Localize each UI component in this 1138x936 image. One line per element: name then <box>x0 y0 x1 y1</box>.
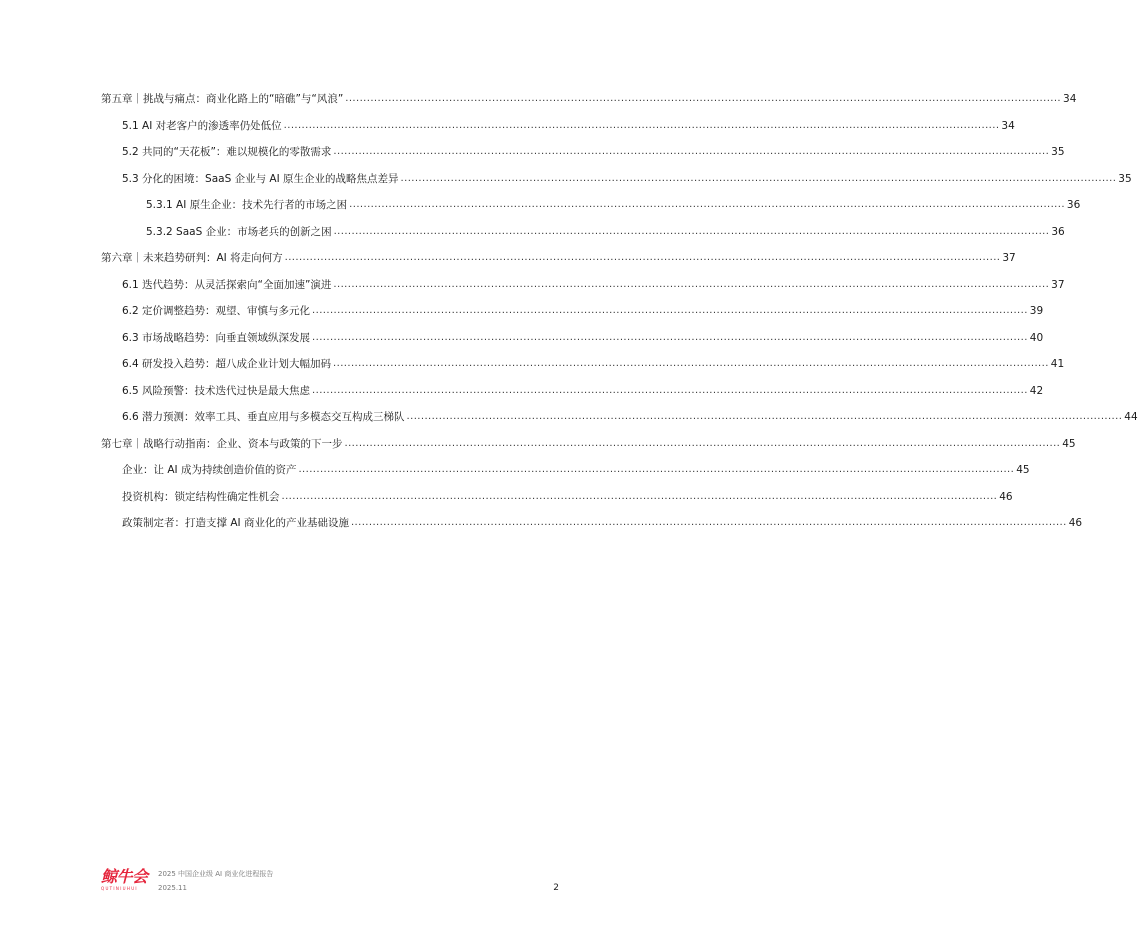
toc-entry-page: 41 <box>1050 358 1065 370</box>
toc-dot-leader: ........................................................................................................................................................................................................ <box>333 225 1050 237</box>
toc-entry-page: 40 <box>1029 331 1044 344</box>
toc-entry[interactable] <box>101 431 1076 458</box>
toc-entry-title: 政策制定者：打造支撑 AI 商业化的产业基础设施 <box>122 517 349 529</box>
toc-entry[interactable] <box>101 325 1044 352</box>
toc-dot-leader: ........................................................................................................................................................................................................ <box>283 119 1000 131</box>
toc-entry-page: 46 <box>999 490 1013 503</box>
toc-entry-title: 6.2 定价调整趋势：观望、审慎与多元化 <box>122 305 311 317</box>
toc-dot-leader: ........................................................................................................................................................................................................ <box>400 172 1117 184</box>
report-title: 2025 中国企业级 AI 商业化进程报告 <box>158 870 274 878</box>
toc-entry-page: 45 <box>1062 437 1076 450</box>
toc-entry-title: 5.3.1 AI 原生企业：技术先行者的市场之困 <box>146 199 348 211</box>
toc-dot-leader: ........................................................................................................................................................................................................ <box>333 278 1050 290</box>
toc-entry-page: 34 <box>1063 93 1077 105</box>
toc-entry-title: 6.5 风险预警：技术迭代过快是最大焦虑 <box>122 384 311 397</box>
page-number: 2 <box>553 883 559 893</box>
toc-entry[interactable] <box>101 484 1013 511</box>
toc-dot-leader: ........................................................................................................................................................................................................ <box>312 331 1028 343</box>
toc-entry[interactable] <box>101 113 1015 140</box>
toc-entry[interactable] <box>101 351 1065 378</box>
toc-entry-page: 36 <box>1051 225 1065 238</box>
toc-entry[interactable] <box>101 245 1016 272</box>
toc-entry[interactable] <box>101 86 1077 113</box>
toc-entry-title: 6.4 研发投入趋势：超八成企业计划大幅加码 <box>122 358 332 370</box>
toc-dot-leader: ........................................................................................................................................................................................................ <box>349 199 1065 211</box>
toc-entry-page: 37 <box>1051 278 1065 291</box>
toc-entry-page: 45 <box>1016 464 1030 476</box>
toc-entry[interactable] <box>101 166 1132 193</box>
toc-entry[interactable] <box>101 219 1065 246</box>
toc-entry-title: 6.3 市场战略趋势：向垂直领域纵深发展 <box>122 331 311 344</box>
toc-entry-page: 35 <box>1118 172 1132 185</box>
toc-entry-page: 42 <box>1029 384 1044 397</box>
toc-entry[interactable] <box>101 378 1044 405</box>
report-date: 2025.11 <box>158 884 187 892</box>
toc-entry[interactable] <box>101 457 1030 484</box>
toc-entry-title: 5.1 AI 对老客户的渗透率仍处低位 <box>122 119 282 132</box>
toc-dot-leader: ........................................................................................................................................................................................................ <box>345 93 1062 105</box>
page-footer <box>101 868 561 898</box>
toc-entry[interactable] <box>101 192 1081 219</box>
toc-entry[interactable] <box>101 404 1138 431</box>
toc-entry-title: 第五章｜挑战与痛点：商业化路上的“暗礁”与“风浪” <box>101 93 344 105</box>
toc-entry[interactable] <box>101 510 1083 537</box>
toc-entry-title: 投资机构：锁定结构性确定性机会 <box>122 490 280 503</box>
toc-entry-title: 6.1 迭代趋势：从灵活探索向“全面加速”演进 <box>122 278 332 291</box>
logo-mark: 鲸牛会 <box>101 867 148 886</box>
toc-entry-page: 34 <box>1001 119 1015 132</box>
toc-entry-page: 44 <box>1124 411 1138 423</box>
toc-entry-page: 35 <box>1051 146 1065 158</box>
toc-entry[interactable] <box>101 139 1065 166</box>
toc-entry-page: 39 <box>1029 305 1044 317</box>
toc-entry-title: 第七章｜战略行动指南：企业、资本与政策的下一步 <box>101 437 343 450</box>
toc-dot-leader: ........................................................................................................................................................................................................ <box>344 437 1061 449</box>
toc-dot-leader: ........................................................................................................................................................................................................ <box>312 384 1028 396</box>
toc-entry-page: 37 <box>1002 252 1016 264</box>
toc-dot-leader: ........................................................................................................................................................................................................ <box>312 305 1028 317</box>
table-of-contents <box>101 86 1138 537</box>
toc-dot-leader: ........................................................................................................................................................................................................ <box>350 517 1067 529</box>
toc-entry[interactable] <box>101 272 1065 299</box>
toc-entry-page: 46 <box>1068 517 1083 529</box>
toc-entry-title: 第六章｜未来趋势研判：AI 将走向何方 <box>101 252 283 264</box>
toc-dot-leader: ........................................................................................................................................................................................................ <box>298 464 1015 476</box>
toc-dot-leader: ........................................................................................................................................................................................................ <box>333 358 1049 370</box>
toc-dot-leader: ........................................................................................................................................................................................................ <box>284 252 1001 264</box>
toc-entry-page: 36 <box>1066 199 1081 211</box>
toc-entry-title: 5.3.2 SaaS 企业：市场老兵的创新之困 <box>146 225 332 238</box>
toc-entry-title: 5.2 共同的“天花板”：难以规模化的零散需求 <box>122 146 332 158</box>
toc-entry-title: 5.3 分化的困境：SaaS 企业与 AI 原生企业的战略焦点差异 <box>122 172 399 185</box>
toc-entry-title: 企业：让 AI 成为持续创造价值的资产 <box>122 464 297 476</box>
toc-dot-leader: ........................................................................................................................................................................................................ <box>333 146 1050 158</box>
toc-dot-leader: ........................................................................................................................................................................................................ <box>406 411 1123 423</box>
logo-subtext: QUTINIUHUI <box>101 886 138 891</box>
toc-entry-title: 6.6 潜力预测：效率工具、垂直应用与多模态交互构成三梯队 <box>122 411 405 423</box>
brand-logo <box>101 868 153 894</box>
toc-dot-leader: ........................................................................................................................................................................................................ <box>281 490 998 502</box>
toc-entry[interactable] <box>101 298 1044 325</box>
